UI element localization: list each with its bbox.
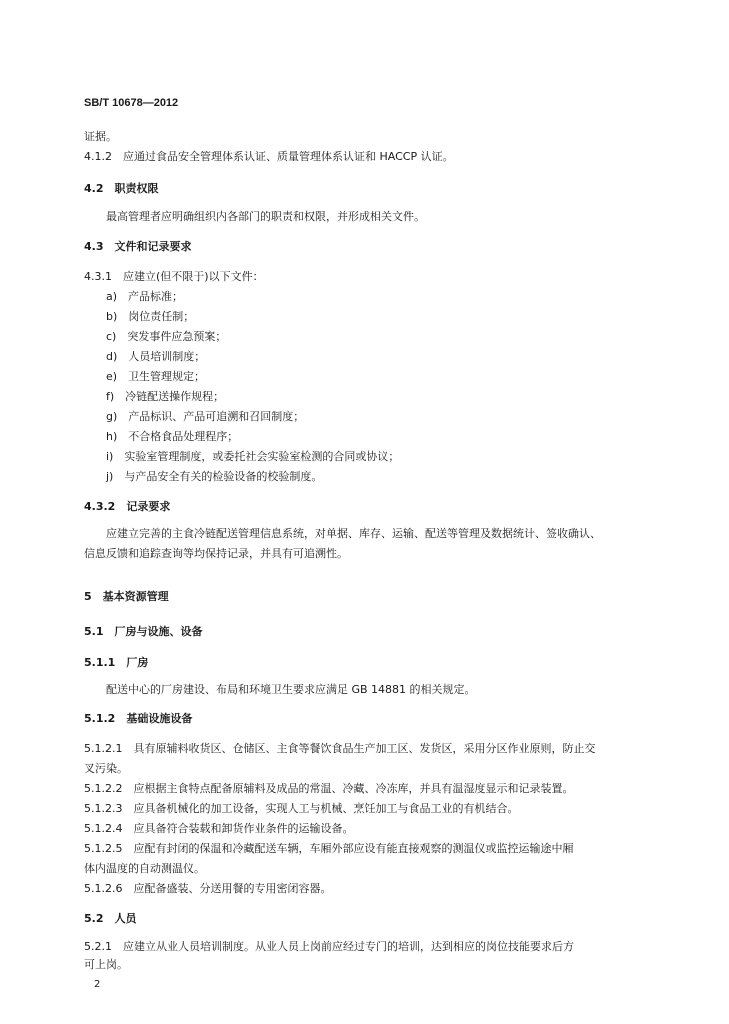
list-item: e) 卫生管理规定；: [106, 370, 206, 383]
clause-5-2-1: 5.2.1 应建立从业人员培训制度。从业人员上岗前应经过专门的培训，达到相应的岗位技能要求后方: [84, 940, 574, 953]
list-item: a) 产品标准；: [106, 290, 184, 303]
heading-5-2: 5.2 人员: [84, 912, 137, 925]
paragraph-4-2: 最高管理者应明确组织内各部门的职责和权限，并形成相关文件。: [106, 210, 425, 223]
clause-5-1-2-1-cont: 叉污染。: [84, 762, 128, 775]
heading-5: 5 基本资源管理: [84, 590, 169, 603]
clause-5-1-2-5-cont: 体内温度的自动测温仪。: [84, 862, 205, 875]
heading-4-2: 4.2 职责权限: [84, 182, 159, 195]
heading-4-3: 4.3 文件和记录要求: [84, 240, 192, 253]
clause-4-3-1: 4.3.1 应建立(但不限于)以下文件：: [84, 270, 264, 283]
list-item: i) 实验室管理制度，或委托社会实验室检测的合同或协议；: [106, 450, 400, 463]
list-item: h) 不合格食品处理程序；: [106, 430, 239, 443]
list-item: g) 产品标识、产品可追溯和召回制度；: [106, 410, 305, 423]
clause-4-1-2: 4.1.2 应通过食品安全管理体系认证、质量管理体系认证和 HACCP 认证。: [84, 150, 454, 163]
clause-5-1-2-5: 5.1.2.5 应配有封闭的保温和冷藏配送车辆，车厢外部应设有能直接观察的测温仪或监控运输途中厢: [84, 842, 574, 855]
list-item: d) 人员培训制度；: [106, 350, 206, 363]
paragraph-5-1-1: 配送中心的厂房建设、布局和环境卫生要求应满足 GB 14881 的相关规定。: [106, 683, 476, 696]
heading-5-1-1: 5.1.1 厂房: [84, 656, 149, 669]
list-item: f) 冷链配送操作规程；: [106, 390, 225, 403]
clause-5-2-1-cont: 可上岗。: [84, 958, 128, 971]
list-item: b) 岗位责任制；: [106, 310, 195, 323]
paragraph-4-3-2-cont: 信息反馈和追踪查询等均保持记录，并具有可追溯性。: [84, 547, 348, 560]
clause-5-1-2-2: 5.1.2.2 应根据主食特点配备原辅料及成品的常温、冷藏、冷冻库，并具有温湿度显示和记录装置。: [84, 782, 574, 795]
heading-5-1: 5.1 厂房与设施、设备: [84, 625, 203, 638]
clause-5-1-2-1: 5.1.2.1 具有原辅料收货区、仓储区、主食等餐饮食品生产加工区、发货区，采用分区作业原则，防止交: [84, 742, 596, 755]
text-line: 证据。: [84, 130, 117, 143]
page-number: 2: [94, 979, 101, 990]
paragraph-4-3-2: 应建立完善的主食冷链配送管理信息系统，对单据、库存、运输、配送等管理及数据统计、签收确认、: [106, 527, 601, 540]
clause-5-1-2-4: 5.1.2.4 应具备符合装载和卸货作业条件的运输设备。: [84, 822, 354, 835]
heading-4-3-2: 4.3.2 记录要求: [84, 500, 171, 513]
list-item: j) 与产品安全有关的检验设备的校验制度。: [106, 470, 323, 483]
heading-5-1-2: 5.1.2 基础设施设备: [84, 712, 193, 725]
clause-5-1-2-6: 5.1.2.6 应配备盛装、分送用餐的专用密闭容器。: [84, 882, 332, 895]
list-item: c) 突发事件应急预案；: [106, 330, 227, 343]
clause-5-1-2-3: 5.1.2.3 应具备机械化的加工设备，实现人工与机械、烹饪加工与食品工业的有机结合。: [84, 802, 519, 815]
standard-code: SB/T 10678—2012: [84, 97, 179, 109]
